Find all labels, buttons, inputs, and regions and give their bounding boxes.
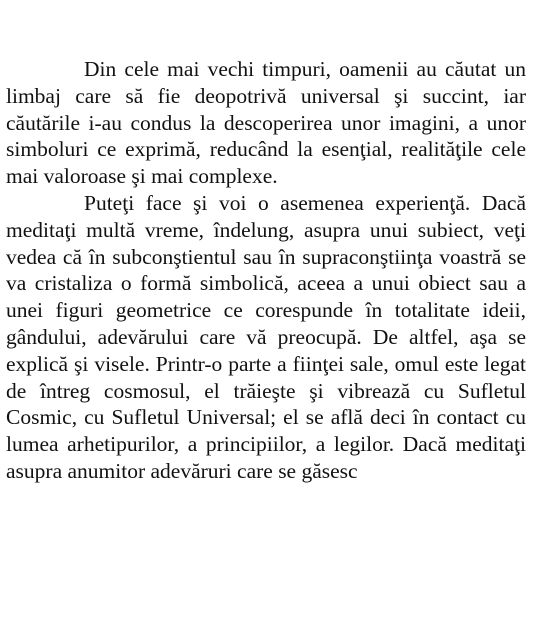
paragraph-1: Din cele mai vechi timpuri, oamenii au căutat un limbaj care să fie deopotrivă universal şi succint, iar căutările i-au condus la descoperirea unor imagini, a unor simboluri ce exprimă, reducând la esenţial, realităţile cele mai valoroase şi mai complexe.	[6, 57, 526, 189]
paragraph-2: Puteţi face şi voi o asemenea experienţă. Dacă meditaţi multă vreme, îndelung, asupra unui subiect, veţi vedea că în subconştientul sau în supraconştiinţa voastră se va cristaliza o formă simbolică, aceea a unui obiect sau a unei figuri geometrice ce corespunde în totalitate ideii, gândului, adevărului care vă preocupă. De altfel, aşa se explică şi visele. Printr-o parte a fiinţei sale, omul este legat de întreg cosmosul, el trăieşte şi vibrează cu Sufletul Cosmic, cu Sufletul Universal; el se află deci în contact cu lumea arhetipurilor, a principiilor, a legilor. Dacă meditaţi asupra anumitor adevăruri care se găsesc	[6, 190, 526, 483]
text-block	[6, 56, 526, 485]
